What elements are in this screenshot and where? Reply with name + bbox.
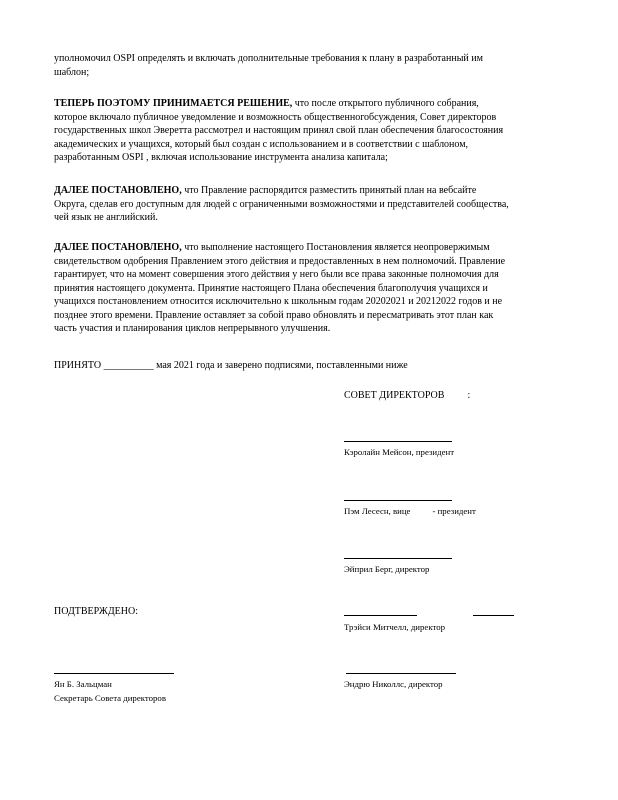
resolution-lead: ТЕПЕРЬ ПОЭТОМУ ПРИНИМАЕТСЯ РЕШЕНИЕ, (54, 98, 293, 109)
adopted-date-blank: __________ (103, 360, 154, 371)
paragraph-further-resolved-2 (54, 241, 505, 336)
board-heading-colon: : (467, 390, 471, 401)
signer-name (344, 505, 476, 517)
text-line: академических и учащихся, который был создан с использованием и в соответствии с шаблоном, (54, 138, 469, 150)
text-line: шаблон; (54, 66, 90, 78)
signer-name-part: Пэм Лесесн, вице (344, 506, 411, 516)
text-line (54, 97, 503, 111)
signature-line (473, 615, 514, 616)
text-line: учащихся постановлением относится исключительно к школьным годам 20202021 и 20212022 годов и не (54, 296, 503, 307)
text-line: которое включало публичное уведомление и возможность общественногобсуждения, Совет директоров (54, 111, 497, 123)
signature-line (346, 673, 456, 674)
board-heading-text: СОВЕТ ДИРЕКТОРОВ (344, 390, 445, 401)
signer-name-suffix: - президент (432, 506, 476, 516)
adopted-prefix: ПРИНЯТО (54, 360, 102, 371)
resolution-lead: ДАЛЕЕ ПОСТАНОВЛЕНО, (54, 185, 182, 196)
text-line: уполномочил OSPI определять и включать дополнительные требования к плану в разработанный им (54, 53, 483, 64)
text-fragment: что после открытого публичного собрания, (292, 98, 479, 109)
signer-name: Эйприл Берг, директор (344, 564, 430, 574)
text-line: государственных школ Эверетта рассмотрел и настоящим принял свой план обеспечения благосостояния (54, 125, 504, 136)
text-line: Округа, сделав его доступным для людей с ограниченными возможностями и представителей сообщества, (54, 198, 509, 210)
signer-name: Трэйси Митчелл, директор (344, 622, 446, 632)
resolution-lead: ДАЛЕЕ ПОСТАНОВЛЕНО, (54, 242, 182, 253)
paragraph-authorization (54, 52, 483, 79)
text-line: чей язык не английский. (54, 212, 158, 223)
text-line: часть участия и планирования циклов непрерывного улучшения. (54, 323, 331, 334)
text-fragment: что выполнение настоящего Постановления является неопровержимым (181, 242, 490, 253)
secretary-title: Секретарь Совета директоров (54, 693, 166, 703)
adopted-line (54, 359, 408, 373)
paragraph-further-resolved-1 (54, 184, 509, 225)
signature-line (54, 673, 174, 674)
paragraph-resolved (54, 97, 503, 165)
signer-name: Эндрю Николлс, директор (344, 679, 443, 689)
text-line: гарантирует, что на момент совершения этого действия у него были все права законные полномочия для (54, 269, 499, 280)
text-line: позднее этого времени. Правление оставляет за собой право обновлять и пересматривать этот план как (54, 309, 494, 321)
text-fragment: что Правление распорядится разместить принятый план на вебсайте (181, 185, 477, 196)
signature-line (344, 615, 417, 616)
text-line: свидетельством одобрения Правлением этого действия и предоставленных в нем полномочий. Правление (54, 255, 506, 267)
signer-name: Кэролайн Мейсон, президент (344, 447, 455, 457)
text-line (54, 184, 509, 198)
text-line: разработанным OSPI , включая использование инструмента анализа капитала; (54, 152, 388, 163)
attest-label: ПОДТВЕРЖДЕНО: (54, 606, 138, 617)
text-line (54, 241, 505, 255)
secretary-name: Ян Б. Зальцман (54, 679, 112, 689)
signature-line (344, 441, 452, 442)
signature-line (344, 558, 452, 559)
signature-line (344, 500, 452, 501)
board-heading (344, 389, 470, 403)
text-line: принятия настоящего документа. Принятие настоящего Плана обеспечения благополучия учащихся и (54, 282, 488, 294)
adopted-suffix: мая 2021 года и заверено подписями, поставленными ниже (153, 360, 408, 371)
